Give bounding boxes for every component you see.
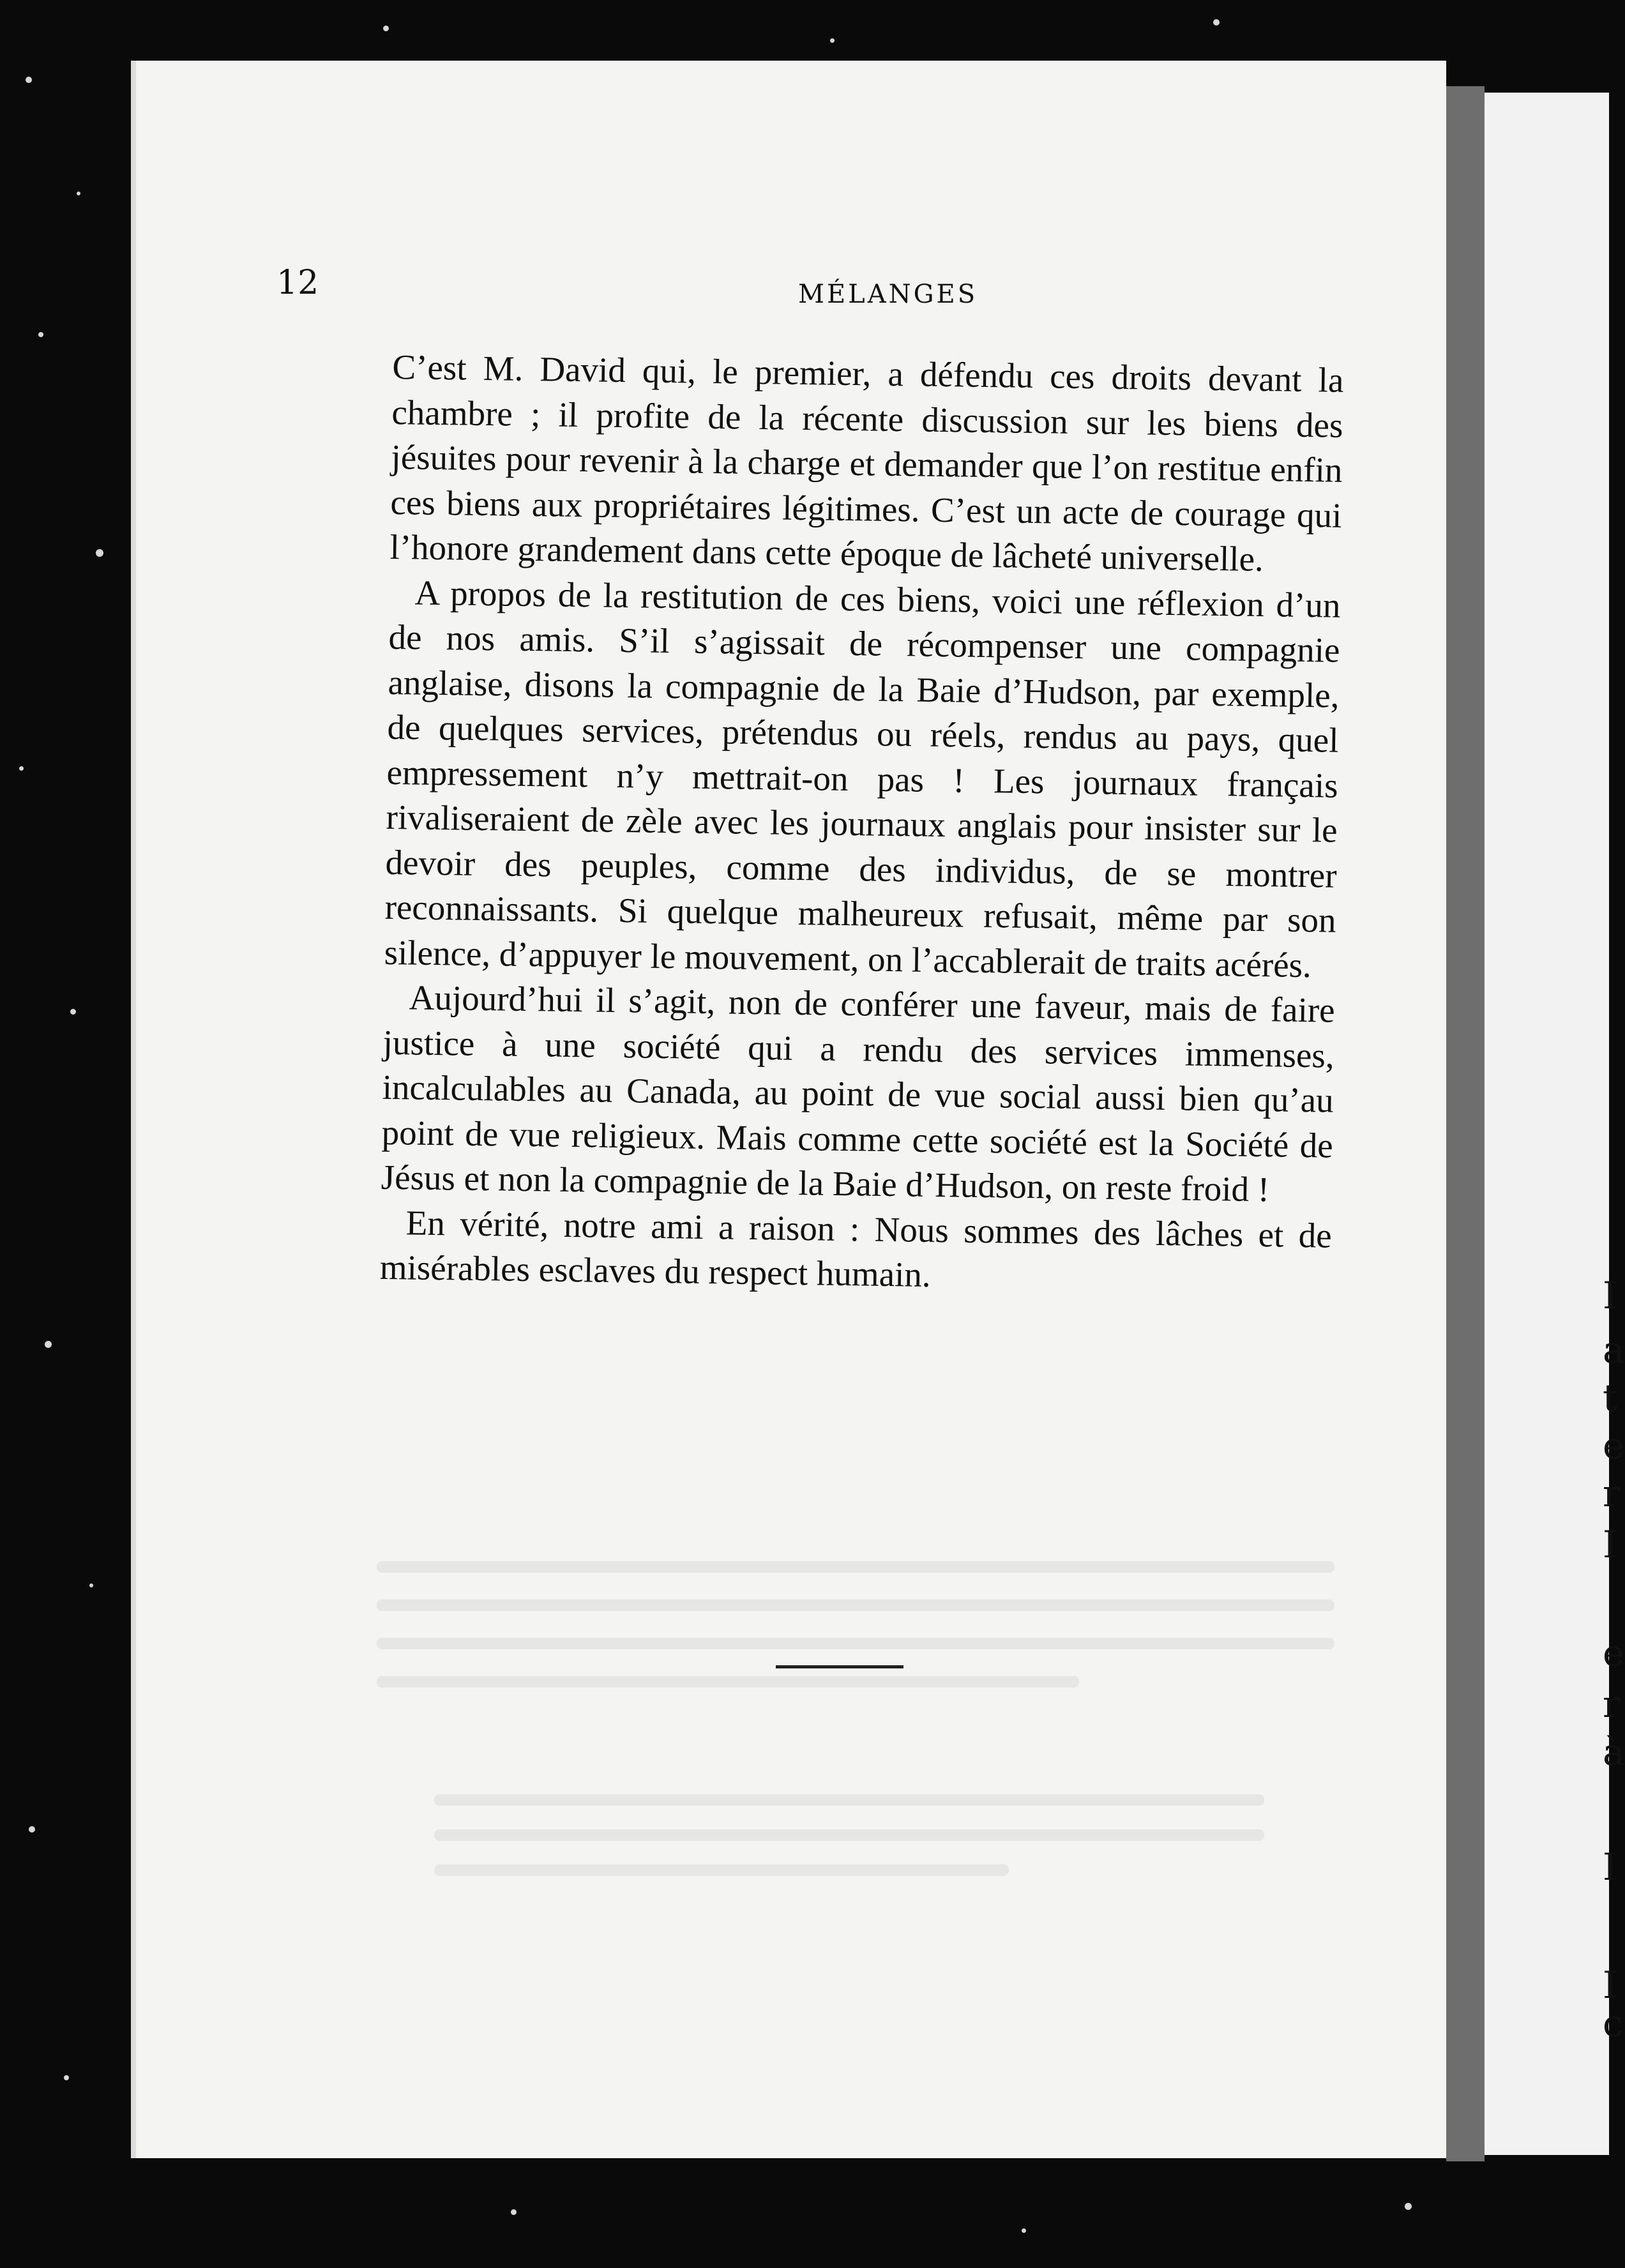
adjacent-fragment: a: [1603, 1328, 1625, 1372]
adjacent-fragment: I: [1603, 1845, 1617, 1889]
page-edge: [1446, 86, 1485, 2161]
adjacent-fragment: t: [1603, 1376, 1618, 1419]
adjacent-fragment: I: [1603, 1274, 1617, 1317]
adjacent-fragment: I: [1603, 1523, 1617, 1566]
running-header: MÉLANGES: [798, 280, 978, 309]
page-number: 12: [276, 264, 319, 302]
section-rule: [776, 1665, 903, 1668]
adjacent-fragment: c: [1603, 2002, 1624, 2045]
paragraph: C’est M. David qui, le premier, a défendu ces droits devant la chambre ; il profite de la récente discussion sur les biens des jésuites pour revenir à la charge et demander que l’on restitue enfin ces biens aux propriétaires légitimes. C’est un acte de courage qui l’honore grandement dans cette époque de lâcheté universelle.: [389, 347, 1344, 579]
adjacent-page: [1485, 93, 1625, 2155]
body-text: [379, 345, 1344, 1303]
paragraph: Aujourd’hui il s’agit, non de conférer une faveur, mais de faire justice à une société qui a rendu des services immenses, incalculables au Canada, au point de vue social aussi bien qu’au point de vue religieux. Mais comme cette société est la Société de Jésus et non la compagnie de la Baie d’Hudson, on reste froid !: [381, 978, 1336, 1209]
adjacent-fragment: r: [1603, 1472, 1621, 1515]
adjacent-fragment: e: [1603, 1424, 1625, 1467]
adjacent-fragment: e: [1603, 1631, 1625, 1675]
paragraph: En vérité, notre ami a raison : Nous sommes des lâches et de misérables esclaves du respect humain.: [379, 1202, 1333, 1294]
paragraph: A propos de la restitution de ces biens, voici une réflexion d’un de nos amis. S’il s’agissait de récompenser une compagnie anglaise, disons la compagnie de la Baie d’Hudson, par exemple, de quelques services, prétendus ou réels, rendus au pays, quel empressement n’y mettrait-on pas ! Les journaux français rivaliseraient de zèle avec les journaux anglais pour insister sur le devoir des peuples, comme des individus, de se montrer reconnaissants. Si quelque malheureux refusait, même par son silence, d’appuyer le mouvement, on l’accablerait de traits acérés.: [384, 573, 1341, 985]
adjacent-fragment: I: [1603, 1963, 1617, 2007]
adjacent-fragment: à: [1603, 1730, 1625, 1774]
adjacent-fragment: r: [1603, 1682, 1621, 1726]
